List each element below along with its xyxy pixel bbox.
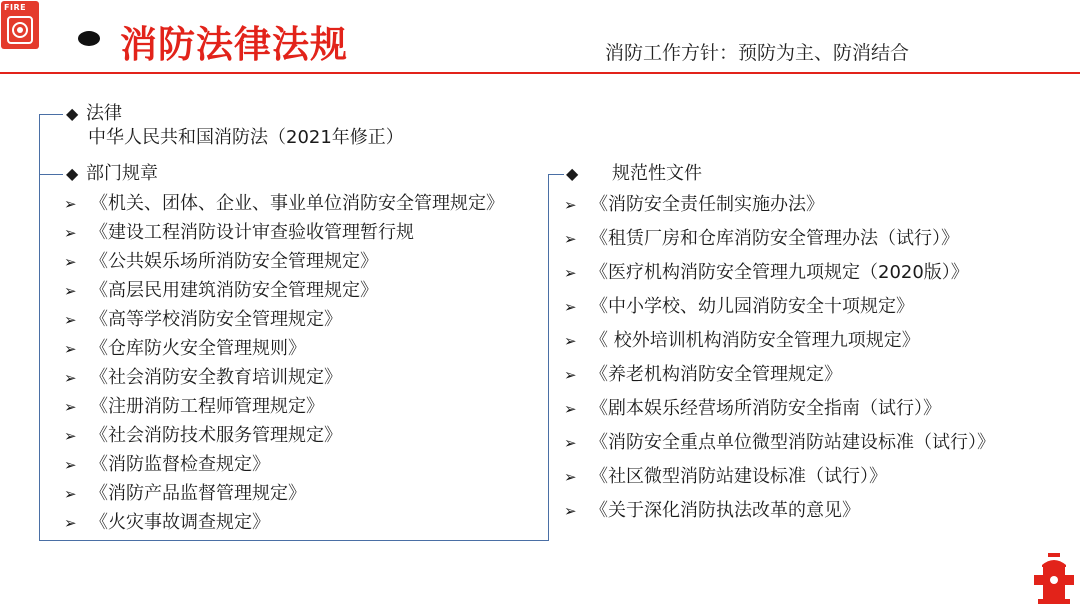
arrow-bullet-icon: ➢ <box>64 456 77 474</box>
list-item: ➢ 《社会消防安全教育培训规定》 <box>64 367 342 388</box>
diamond-bullet-icon: ◆ <box>66 164 79 183</box>
arrow-bullet-icon: ➢ <box>64 514 77 532</box>
list-item: ➢ 《机关、团体、企业、事业单位消防安全管理规定》 <box>64 193 504 214</box>
list-item: ➢ 《剧本娱乐经营场所消防安全指南（试行）》 <box>564 398 941 419</box>
arrow-bullet-icon: ➢ <box>64 398 77 416</box>
list-item: ➢ 《消防产品监督管理规定》 <box>64 483 306 504</box>
arrow-bullet-icon: ➢ <box>564 264 577 282</box>
arrow-bullet-icon: ➢ <box>64 253 77 271</box>
list-item: ➢ 《 校外培训机构消防安全管理九项规定》 <box>564 330 920 351</box>
arrow-bullet-icon: ➢ <box>64 224 77 242</box>
list-item: ➢ 《关于深化消防执法改革的意见》 <box>564 500 860 521</box>
list-item: ➢ 《消防监督检查规定》 <box>64 454 270 475</box>
list-item: ➢ 《火灾事故调查规定》 <box>64 512 270 533</box>
page-subtitle: 消防工作方针：预防为主、防消结合 <box>605 42 910 64</box>
arrow-bullet-icon: ➢ <box>564 230 577 248</box>
arrow-bullet-icon: ➢ <box>64 369 77 387</box>
header-divider <box>0 72 1080 74</box>
list-item: ➢ 《高层民用建筑消防安全管理规定》 <box>64 280 378 301</box>
fire-hydrant-icon <box>1032 553 1076 605</box>
arrow-bullet-icon: ➢ <box>64 427 77 445</box>
arrow-bullet-icon: ➢ <box>564 332 577 350</box>
arrow-bullet-icon: ➢ <box>564 298 577 316</box>
normative-heading: 规范性文件 <box>612 163 702 184</box>
arrow-bullet-icon: ➢ <box>564 434 577 452</box>
list-item: ➢ 《消防安全责任制实施办法》 <box>564 194 824 215</box>
law-heading-row <box>66 103 122 125</box>
list-item: ➢ 《养老机构消防安全管理规定》 <box>564 364 842 385</box>
left-bracket-line <box>39 114 40 541</box>
regulations-heading-row <box>66 163 158 185</box>
arrow-bullet-icon: ➢ <box>64 282 77 300</box>
fire-logo <box>1 1 39 49</box>
list-item: ➢ 《公共娱乐场所消防安全管理规定》 <box>64 251 378 272</box>
list-item: ➢ 《社会消防技术服务管理规定》 <box>64 425 342 446</box>
regulations-heading: 部门规章 <box>86 163 158 184</box>
fire-logo-icon <box>7 15 33 45</box>
title-bullet-dot <box>78 31 100 46</box>
bracket-tick-regulations <box>39 174 63 175</box>
arrow-bullet-icon: ➢ <box>564 468 577 486</box>
arrow-bullet-icon: ➢ <box>564 400 577 418</box>
right-bracket-line <box>548 174 549 541</box>
bracket-tick-law <box>39 114 63 115</box>
bracket-bottom-line <box>39 540 549 541</box>
list-item: ➢ 《仓库防火安全管理规则》 <box>64 338 306 359</box>
list-item: ➢ 《租赁厂房和仓库消防安全管理办法（试行）》 <box>564 228 959 249</box>
law-heading: 法律 <box>86 103 122 124</box>
page-title: 消防法律法规 <box>120 23 348 66</box>
arrow-bullet-icon: ➢ <box>564 196 577 214</box>
normative-heading-row <box>566 163 702 185</box>
list-item: ➢ 《医疗机构消防安全管理九项规定（2020版）》 <box>564 262 969 283</box>
law-item: 中华人民共和国消防法（2021年修正） <box>88 127 404 148</box>
list-item: ➢ 《消防安全重点单位微型消防站建设标准（试行）》 <box>564 432 995 453</box>
arrow-bullet-icon: ➢ <box>64 485 77 503</box>
bracket-tick-normative <box>548 174 564 175</box>
list-item: ➢ 《注册消防工程师管理规定》 <box>64 396 324 417</box>
list-item: ➢ 《建设工程消防设计审查验收管理暂行规 <box>64 222 414 243</box>
arrow-bullet-icon: ➢ <box>64 340 77 358</box>
arrow-bullet-icon: ➢ <box>64 195 77 213</box>
logo-text: FIRE <box>4 3 27 12</box>
diamond-bullet-icon: ◆ <box>566 164 579 183</box>
arrow-bullet-icon: ➢ <box>64 311 77 329</box>
list-item: ➢ 《中小学校、幼儿园消防安全十项规定》 <box>564 296 914 317</box>
arrow-bullet-icon: ➢ <box>564 366 577 384</box>
diamond-bullet-icon: ◆ <box>66 104 79 123</box>
list-item: ➢ 《社区微型消防站建设标准（试行）》 <box>564 466 887 487</box>
arrow-bullet-icon: ➢ <box>564 502 577 520</box>
list-item: ➢ 《高等学校消防安全管理规定》 <box>64 309 342 330</box>
